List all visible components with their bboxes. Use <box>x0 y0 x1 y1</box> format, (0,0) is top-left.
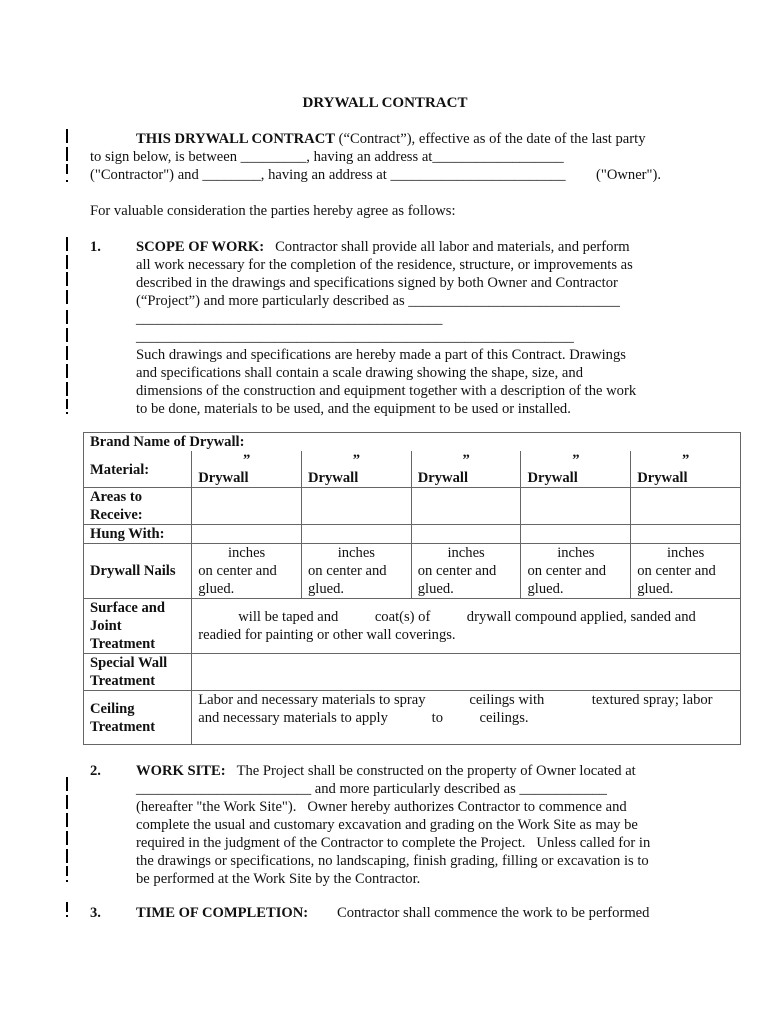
section-1-line-6: Such drawings and specifications are hereby made a part of this Contract. Drawings <box>136 347 626 363</box>
change-bar <box>66 346 68 360</box>
section-2-line-3: complete the usual and customary excavation and grading on the Work Site as may be <box>136 817 638 833</box>
change-bar <box>66 290 68 304</box>
ceiling-cell: Labor and necessary materials to spray ceilings with textured spray; labor and necessary materials to apply to ceilings. <box>192 691 741 745</box>
change-bar <box>66 310 68 324</box>
section-2-line-5: the drawings or specifications, no landscaping, finish grading, filling or excavation is to <box>136 853 649 869</box>
areas-cell <box>192 488 302 525</box>
section-3-number: 3. <box>90 905 101 921</box>
change-bar <box>66 831 68 845</box>
intro-line-3b: ("Owner"). <box>596 167 661 183</box>
change-bar <box>66 164 68 174</box>
ceiling-label: Ceiling Treatment <box>84 691 192 745</box>
change-bar <box>66 237 68 251</box>
change-bar <box>66 328 68 342</box>
hung-with-label: Hung With: <box>84 525 192 544</box>
material-cell: ” Drywall <box>631 451 741 488</box>
surface-joint-cell: will be taped and coat(s) of drywall compound applied, sanded and readied for painting or other wall coverings. <box>192 599 741 654</box>
section-2-line-6: be performed at the Work Site by the Contractor. <box>136 871 421 887</box>
section-1-line-0: SCOPE OF WORK: Contractor shall provide all labor and materials, and perform <box>136 239 630 255</box>
change-bar <box>66 129 68 143</box>
section-1-line-7: and specifications shall contain a scale drawing showing the shape, size, and <box>136 365 583 381</box>
change-bar <box>66 272 68 286</box>
drywall-spec-table <box>83 432 741 745</box>
intro-line-2: to sign below, is between _________, having an address at__________________ <box>90 149 564 165</box>
change-bar <box>66 777 68 791</box>
material-cell: ” Drywall <box>411 451 521 488</box>
section-2-heading: WORK SITE: <box>136 763 226 779</box>
areas-cell <box>631 488 741 525</box>
change-bar <box>66 399 68 409</box>
change-bar <box>66 915 68 917</box>
change-bar <box>66 147 68 161</box>
section-1-number: 1. <box>90 239 101 255</box>
change-bar <box>66 412 68 414</box>
change-bar <box>66 180 68 182</box>
drywall-nails-label: Drywall Nails <box>84 544 192 599</box>
special-wall-label: Special Wall Treatment <box>84 654 192 691</box>
document-title: DRYWALL CONTRACT <box>302 95 468 111</box>
section-1-heading: SCOPE OF WORK: <box>136 239 265 255</box>
section-1-line-9: to be done, materials to be used, and the equipment to be used or installed. <box>136 401 571 417</box>
areas-cell <box>301 488 411 525</box>
material-cell: ” Drywall <box>192 451 302 488</box>
nails-cell: inches on center and glued. <box>192 544 302 599</box>
section-1-line-3: (“Project”) and more particularly described as _____________________________ <box>136 293 620 309</box>
section-1-line-8: dimensions of the construction and equipment together with a description of the work <box>136 383 637 399</box>
hung-cell <box>411 525 521 544</box>
intro-lead: THIS DRYWALL CONTRACT <box>136 131 335 147</box>
areas-label: Areas to Receive: <box>84 488 192 525</box>
intro-line-1 <box>136 130 646 148</box>
section-1-line-2: described in the drawings and specifications signed by both Owner and Contractor <box>136 275 618 291</box>
nails-cell: inches on center and glued. <box>411 544 521 599</box>
change-bar <box>66 880 68 882</box>
areas-cell <box>411 488 521 525</box>
section-2-line-4: required in the judgment of the Contractor to complete the Project. Unless called for in <box>136 835 651 851</box>
nails-cell: inches on center and glued. <box>631 544 741 599</box>
change-bar <box>66 364 68 378</box>
hung-cell <box>521 525 631 544</box>
section-2-line-0: WORK SITE: The Project shall be constructed on the property of Owner located at <box>136 763 636 779</box>
material-cell: ” Drywall <box>521 451 631 488</box>
hung-cell <box>631 525 741 544</box>
change-bar <box>66 382 68 396</box>
material-label: Material: <box>84 451 192 488</box>
brand-name-label: Brand Name of Drywall: <box>84 433 741 452</box>
change-bar <box>66 902 68 912</box>
section-2-line-2: (hereafter "the Work Site"). Owner hereby authorizes Contractor to commence and <box>136 799 627 815</box>
section-3-heading: TIME OF COMPLETION: <box>136 905 309 921</box>
nails-cell: inches on center and glued. <box>301 544 411 599</box>
change-bar <box>66 866 68 876</box>
hung-cell <box>192 525 302 544</box>
section-2-number: 2. <box>90 763 101 779</box>
section-1-line-4: __________________________________________ <box>136 311 443 327</box>
section-2-line-1: ________________________ and more particularly described as ____________ <box>136 781 607 797</box>
section-3-line-1: Contractor shall commence the work to be performed <box>337 905 650 921</box>
section-1-line-1: all work necessary for the completion of the residence, structure, or improvements as <box>136 257 633 273</box>
hung-cell <box>301 525 411 544</box>
nails-cell: inches on center and glued. <box>521 544 631 599</box>
change-bar <box>66 849 68 863</box>
material-cell: ” Drywall <box>301 451 411 488</box>
areas-cell <box>521 488 631 525</box>
change-bar <box>66 813 68 827</box>
consideration-text: For valuable consideration the parties hereby agree as follows: <box>90 203 456 219</box>
section-1-line-5: ____________________________________________________________ <box>136 329 574 345</box>
special-wall-cell <box>192 654 741 691</box>
surface-joint-label: Surface and Joint Treatment <box>84 599 192 654</box>
change-bar <box>66 255 68 269</box>
intro-line-3a: ("Contractor") and ________, having an address at ________________________ <box>90 167 566 183</box>
change-bar <box>66 795 68 809</box>
intro-line-1-rest: (“Contract”), effective as of the date of the last party <box>334 131 646 147</box>
